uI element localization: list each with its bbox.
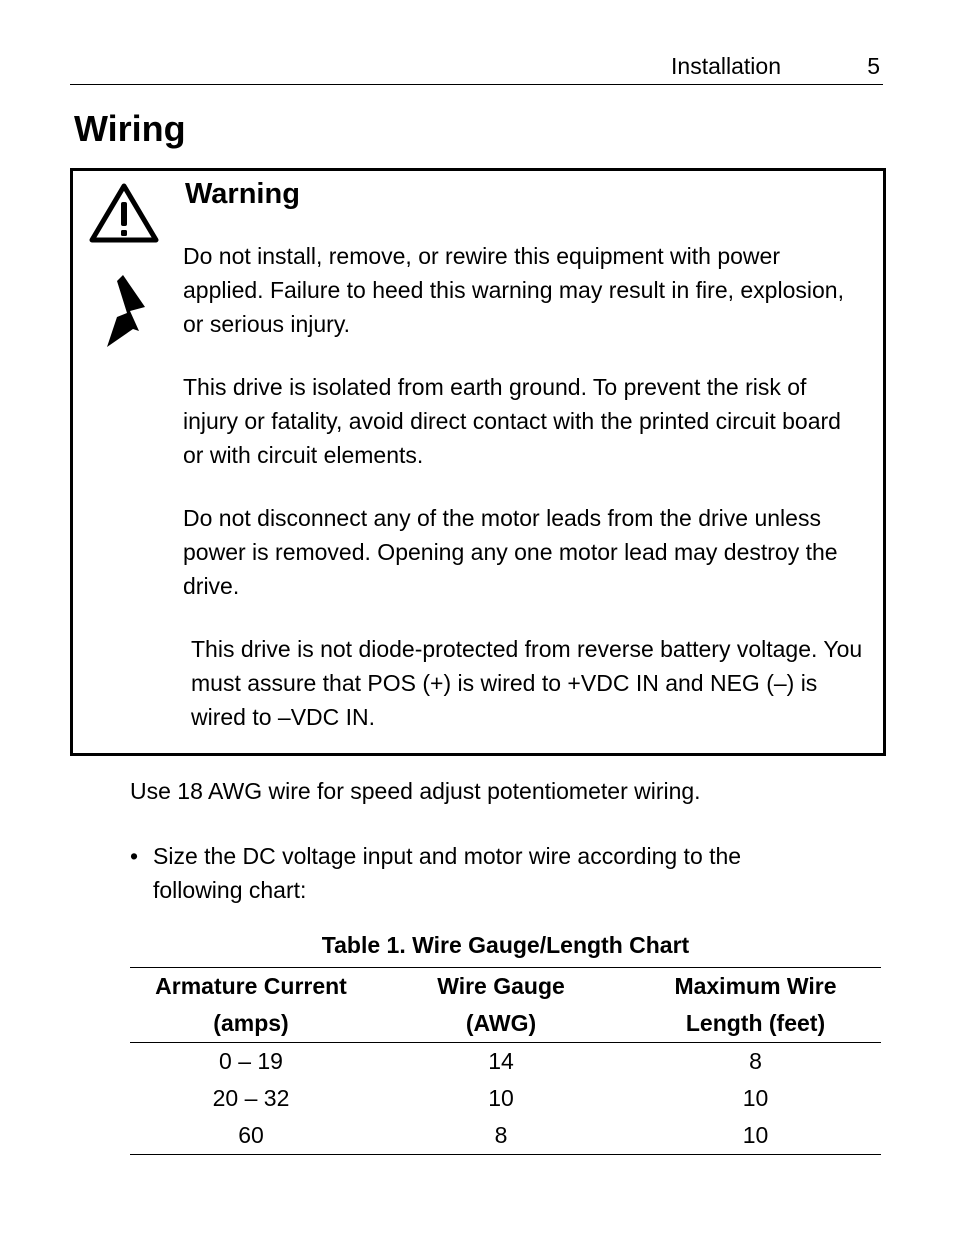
column-header-line: Length (feet) — [685, 1010, 826, 1036]
table-cell: 10 — [488, 1085, 514, 1111]
warning-paragraph: Do not disconnect any of the motor leads from the drive unless power is removed. Opening any one motor lead may destroy the drive. — [183, 505, 838, 599]
column-header-line: (amps) — [213, 1010, 289, 1036]
warning-box — [70, 168, 886, 756]
lightning-bolt-icon — [103, 271, 149, 351]
table-row — [130, 1117, 881, 1155]
table-cell: 8 — [749, 1048, 762, 1074]
table-cell: 10 — [742, 1122, 769, 1148]
table-row — [130, 1080, 881, 1117]
warning-paragraph: This drive is not diode-protected from reverse battery voltage. You must assure that POS (+) is wired to +VDC IN and NEG (–) is wired to –VDC IN. — [191, 636, 863, 730]
warning-title: Warning — [185, 178, 300, 210]
page-title: Wiring — [74, 108, 186, 149]
column-header — [630, 968, 881, 1043]
table-cell: 0 – 19 — [219, 1048, 283, 1074]
wire-gauge-table — [130, 967, 881, 1155]
table-caption: Table 1. Wire Gauge/Length Chart — [321, 932, 690, 958]
table-cell: 8 — [494, 1122, 508, 1148]
column-header-line: Armature Current — [155, 973, 347, 999]
column-header — [130, 968, 372, 1043]
bullet-text: Size the DC voltage input and motor wire according to the following chart: — [153, 843, 742, 903]
table-header-row — [130, 968, 881, 1043]
table-cell: 20 – 32 — [212, 1085, 290, 1111]
table-cell: 10 — [742, 1085, 769, 1111]
table-row — [130, 1043, 881, 1081]
column-header-line: Wire Gauge — [437, 973, 565, 999]
warning-paragraph: This drive is isolated from earth ground. To prevent the risk of injury or fatality, avoid direct contact with the printed circuit board or with circuit elements. — [183, 374, 841, 468]
column-header — [372, 968, 630, 1043]
table-cell: 14 — [488, 1048, 514, 1074]
page-number: 5 — [867, 53, 880, 79]
column-header-line: (AWG) — [465, 1010, 537, 1036]
table-cell: 60 — [238, 1122, 264, 1148]
warning-triangle-icon — [88, 182, 160, 246]
bullet-item — [130, 839, 830, 907]
intro-text: Use 18 AWG wire for speed adjust potentiometer wiring. — [130, 778, 701, 804]
column-header-line: Maximum Wire — [674, 973, 837, 999]
warning-paragraph: Do not install, remove, or rewire this equipment with power applied. Failure to heed this warning may result in fire, explosion, or serious injury. — [183, 243, 844, 337]
page-header — [70, 50, 883, 85]
bullet-marker: • — [130, 843, 139, 869]
section-name: Installation — [671, 53, 781, 79]
